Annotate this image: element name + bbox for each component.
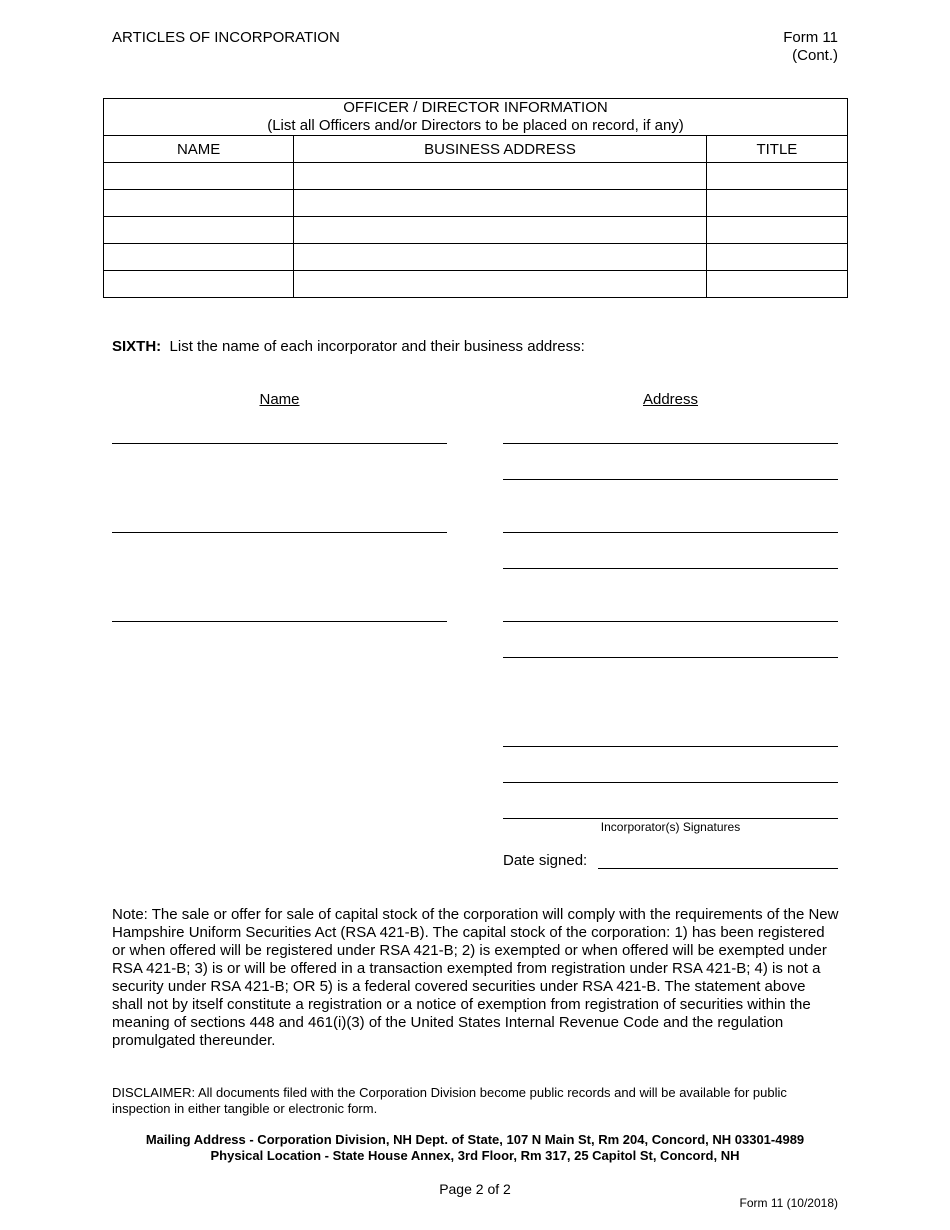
securities-note: Note: The sale or offer for sale of capital stock of the corporation will comply with the requirements of the New Hampshire Uniform Securities Act (RSA 421-B). The capital stock of the corporation: 1) has been registered or when offered will be registered under RSA 421-B; 2) is exempted or when offered will be exempted under RSA 421-B; 3) is or will be offered in a transaction exempted from registration under RSA 421-B; 4) is not a security under RSA 421-B; OR 5) is a federal covered securities under RSA 421-B. The statement above shall not by itself constitute a registration or a notice of exemption from registration of securities within the meaning of sections 448 and 461(i)(3) of the United States Internal Revenue Code and the regulation promulgated thereunder. <box>112 906 839 1049</box>
officer-name-cell[interactable] <box>104 244 294 271</box>
officer-title-cell[interactable] <box>706 244 847 271</box>
table-row <box>104 271 848 298</box>
signature-line[interactable] <box>503 818 838 819</box>
officer-address-cell[interactable] <box>294 217 707 244</box>
signatures-caption: Incorporator(s) Signatures <box>600 820 741 834</box>
incorporator-name-line[interactable] <box>112 532 447 533</box>
form-revision: Form 11 (10/2018) <box>739 1196 838 1210</box>
table-row <box>104 190 848 217</box>
officer-address-cell[interactable] <box>294 163 707 190</box>
incorporator-address-line[interactable] <box>503 621 838 622</box>
officer-address-cell[interactable] <box>294 244 707 271</box>
incorporator-address-line[interactable] <box>503 532 838 533</box>
officer-table-subtitle: (List all Officers and/or Directors to be placed on record, if any) <box>267 117 684 134</box>
column-header-title: TITLE <box>706 136 847 163</box>
sixth-text: List the name of each incorporator and their business address: <box>169 338 585 355</box>
officer-director-table <box>103 98 848 298</box>
officer-title-cell[interactable] <box>706 217 847 244</box>
officer-name-cell[interactable] <box>104 271 294 298</box>
column-header-business-address: BUSINESS ADDRESS <box>294 136 707 163</box>
sixth-instruction <box>112 338 585 355</box>
officer-table-title: OFFICER / DIRECTOR INFORMATION <box>343 99 608 116</box>
signature-line[interactable] <box>503 782 838 783</box>
officer-address-cell[interactable] <box>294 190 707 217</box>
officer-title-cell[interactable] <box>706 271 847 298</box>
officer-name-cell[interactable] <box>104 190 294 217</box>
signature-line[interactable] <box>503 746 838 747</box>
officer-table-heading <box>104 99 848 136</box>
incorporator-address-line[interactable] <box>503 479 838 480</box>
table-row <box>104 244 848 271</box>
disclaimer: DISCLAIMER: All documents filed with the Corporation Division become public records and will be available for public inspection in either tangible or electronic form. <box>112 1085 787 1116</box>
incorporator-address-line[interactable] <box>503 443 838 444</box>
officer-title-cell[interactable] <box>706 163 847 190</box>
officer-name-cell[interactable] <box>104 163 294 190</box>
officer-address-cell[interactable] <box>294 271 707 298</box>
date-signed-label: Date signed: <box>503 852 588 869</box>
officer-title-cell[interactable] <box>706 190 847 217</box>
form-number: Form 11 <box>783 29 838 46</box>
sixth-label: SIXTH: <box>112 338 162 355</box>
footer-addresses <box>60 1132 890 1164</box>
incorporator-address-line[interactable] <box>503 657 838 658</box>
address-column-header: Address <box>642 391 699 408</box>
mailing-address: Mailing Address - Corporation Division, NH Dept. of State, 107 N Main St, Rm 204, Concord, NH 03301-4989 <box>145 1132 805 1147</box>
form-number-block <box>700 29 838 65</box>
document-title: ARTICLES OF INCORPORATION <box>112 29 340 46</box>
table-row <box>104 217 848 244</box>
physical-location: Physical Location - State House Annex, 3rd Floor, Rm 317, 25 Capitol St, Concord, NH <box>210 1148 740 1163</box>
incorporator-address-line[interactable] <box>503 568 838 569</box>
continued-label: (Cont.) <box>792 47 838 64</box>
officer-name-cell[interactable] <box>104 217 294 244</box>
incorporator-name-line[interactable] <box>112 621 447 622</box>
name-column-header: Name <box>259 391 300 408</box>
date-signed-line[interactable] <box>598 868 838 869</box>
incorporator-name-line[interactable] <box>112 443 447 444</box>
table-row <box>104 163 848 190</box>
page-number: Page 2 of 2 <box>439 1181 511 1197</box>
column-header-name: NAME <box>104 136 294 163</box>
